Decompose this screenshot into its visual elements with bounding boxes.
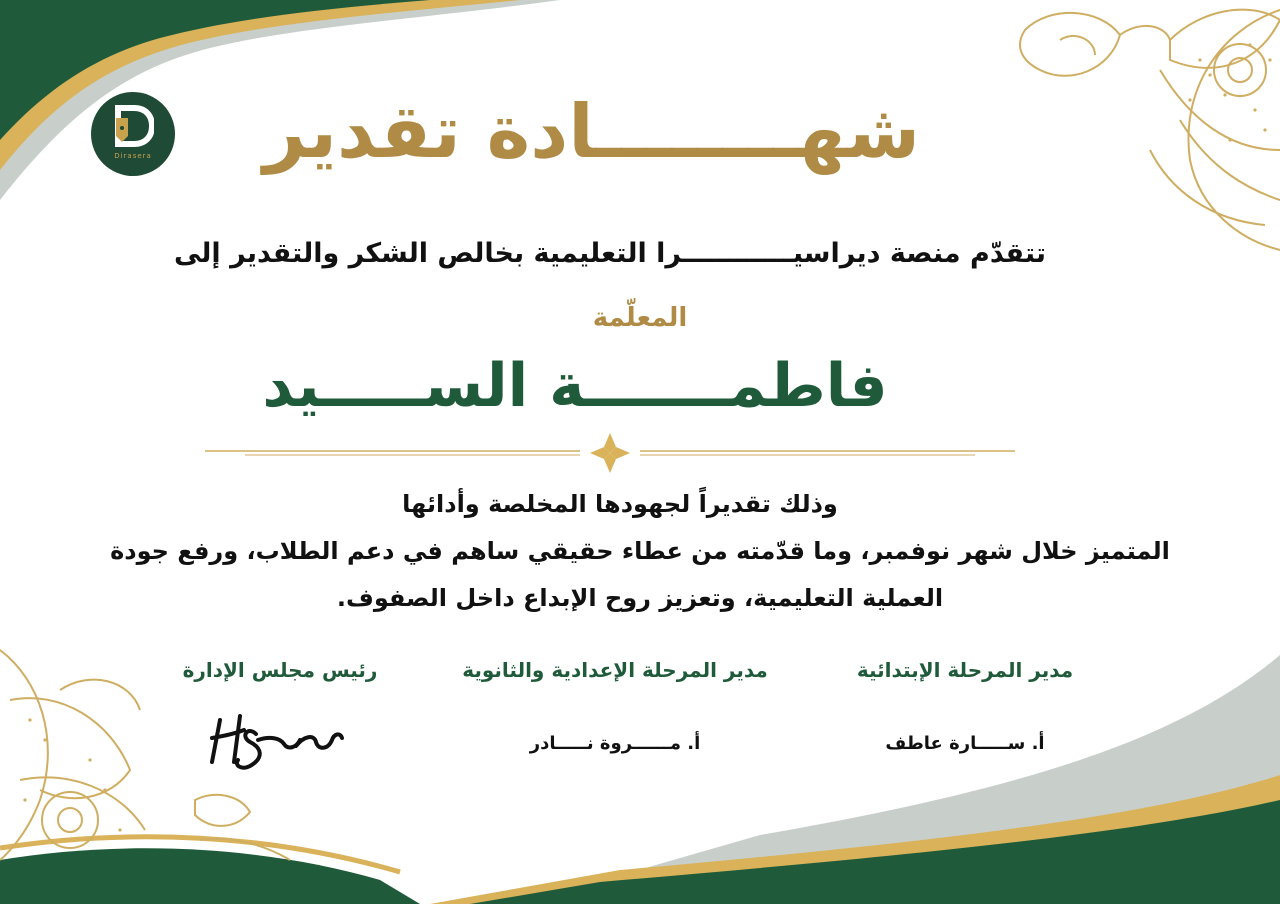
certificate-title: شهــــــــادة تقدير — [263, 89, 920, 175]
divider-flower-icon — [590, 433, 630, 473]
signatory-title-secondary: مدير المرحلة الإعدادية والثانوية — [462, 658, 768, 682]
top-right-floral-ornament — [1020, 10, 1280, 250]
logo-brand-text: Dirasera — [114, 152, 152, 160]
bottom-left-floral-dots — [23, 718, 121, 831]
signatory-title-primary: مدير المرحلة الإبتدائية — [856, 658, 1074, 682]
ornamental-divider — [205, 430, 1015, 476]
signatory-name-secondary: أ. مــــــروة نـــــادر — [529, 733, 701, 754]
pen-nib-d-logo-icon — [112, 102, 154, 150]
handwritten-signature-icon — [200, 700, 350, 780]
recipient-role: المعلّمة — [592, 303, 688, 333]
recipient-name: فاطمـــــــة الســـــيد — [262, 351, 888, 421]
signatory-title-board: رئيس مجلس الإدارة — [182, 658, 378, 682]
reason-line-3: العملية التعليمية، وتعزيز روح الإبداع داخل الصفوف. — [336, 584, 944, 612]
bottom-left-green-swoosh — [0, 848, 420, 904]
intro-text: تتقدّم منصة ديراسيــــــــــــرا التعليمية بخالص الشكر والتقدير إلى — [173, 238, 1047, 269]
dirasera-logo — [91, 92, 175, 176]
reason-line-1: وذلك تقديراً لجهودها المخلصة وأدائها — [402, 490, 838, 518]
reason-line-2: المتميز خلال شهر نوفمبر، وما قدّمته من عطاء حقيقي ساهم في دعم الطلاب، ورفع جودة — [110, 537, 1170, 565]
signatory-name-primary: أ. ســـــارة عاطف — [885, 733, 1045, 754]
top-right-floral-dots — [1188, 43, 1271, 141]
